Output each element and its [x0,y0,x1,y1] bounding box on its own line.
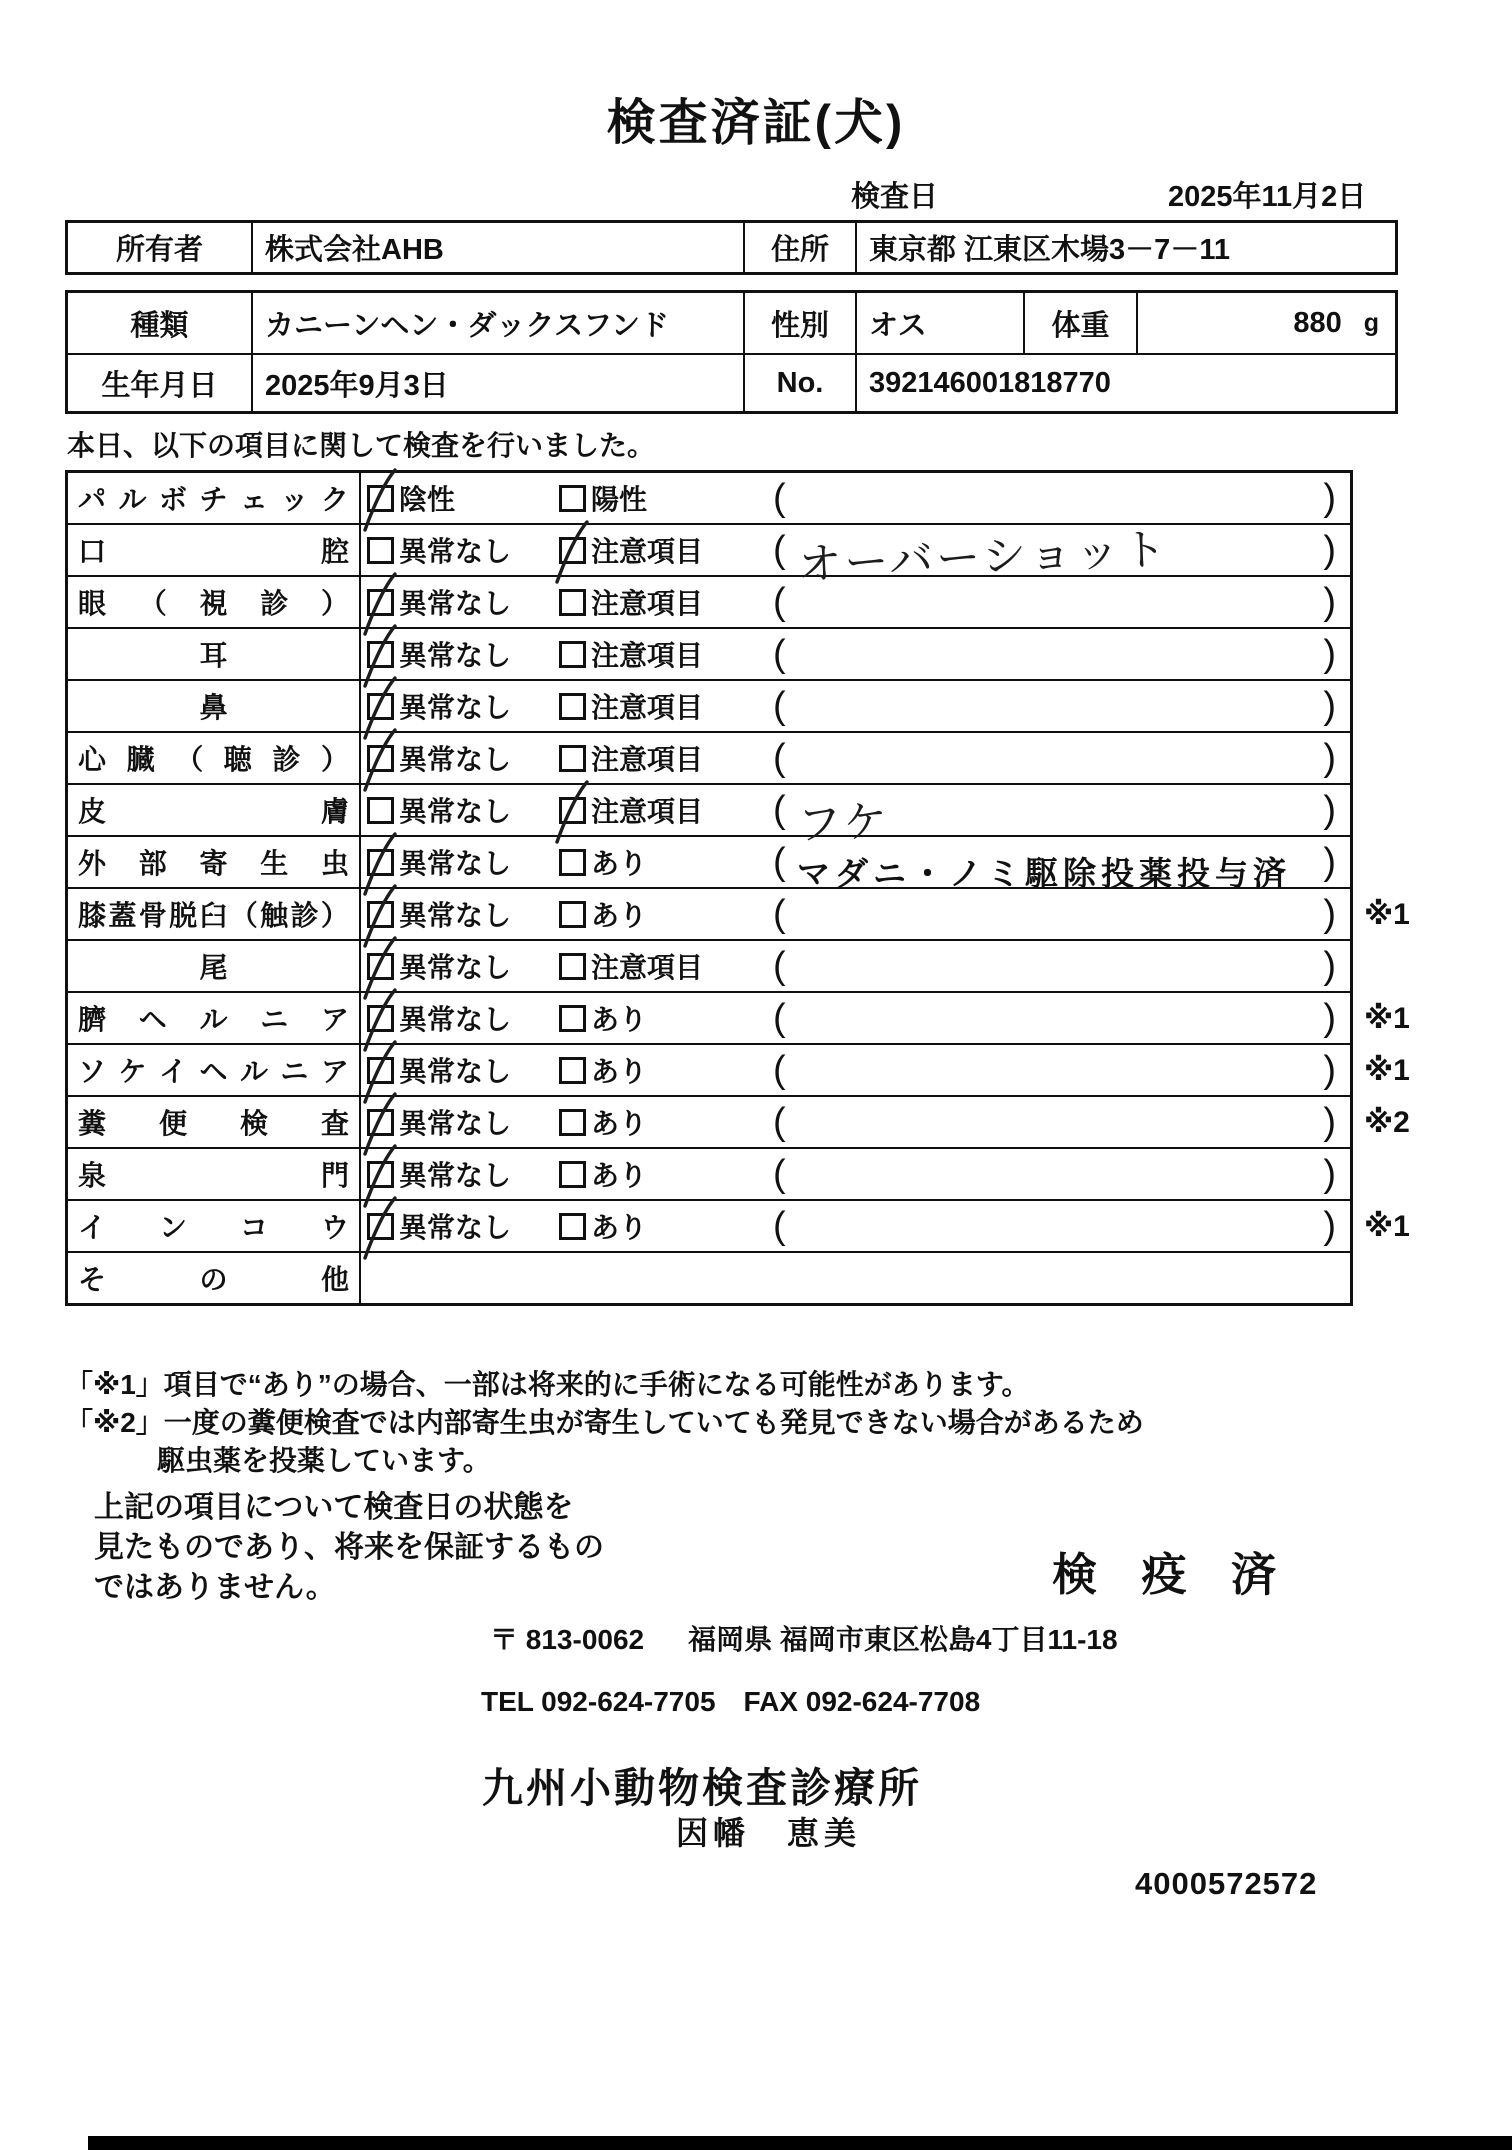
check-option [559,629,703,679]
check-option [367,733,511,783]
footnote-line: 「※1」項目で“あり”の場合、一部は将来的に手術になる可能性があります。 [65,1369,1030,1400]
paren-open: ( [773,684,786,727]
check-row-content [361,524,1350,591]
checkbox[interactable] [367,693,394,720]
check-row-label: 口 腔 [68,525,361,575]
birthdate-label: 生年月日 [101,369,218,402]
check-option-label: 異常なし [399,952,512,983]
birthdate-row [68,353,1395,411]
check-option [559,577,703,627]
check-row-content [361,473,1350,523]
clinic-tel: TEL 092-624-7705 [481,1686,716,1717]
paren-open: ( [773,1152,786,1195]
check-option [559,889,647,939]
check-row [68,993,1410,1045]
check-option-label: 異常なし [399,900,512,931]
checkbox[interactable] [559,1109,586,1136]
check-row-label: 心 臓 （ 聴 診 ） [68,733,361,783]
footnote-mark: ※2 [1364,1105,1410,1139]
paren-open: ( [773,736,786,779]
checkbox[interactable] [367,589,394,616]
owner-value: 株式会社AHB [251,223,743,272]
check-option-label: あり [591,1056,648,1087]
check-option-label: 陽性 [591,484,648,515]
check-option-label: 異常なし [399,796,512,827]
statement-line: 上記の項目について検査日の状態を [94,1491,574,1524]
checkmark-slash-icon [361,831,399,897]
dog-info-table [65,290,1398,414]
check-option-label: 異常なし [399,1108,512,1139]
paren-open: ( [773,476,786,519]
checkmark-slash-icon [361,1195,399,1261]
checkbox[interactable] [559,849,586,876]
check-row-content [361,993,1410,1043]
disclaimer-statement [94,1488,604,1608]
clinic-postal: 〒 813-0062 [490,1624,645,1655]
paren-close: ) [1323,528,1336,571]
paren-open: ( [773,1204,786,1247]
footnote-mark: ※1 [1364,1053,1410,1087]
breed-value: カニーンヘン・ダックスフンド [251,293,743,353]
check-option [367,1201,511,1251]
checkbox[interactable] [367,1005,394,1032]
check-option [559,733,703,783]
check-row [68,1045,1410,1097]
check-option-label: 異常なし [399,848,512,879]
check-option [559,837,647,887]
paren-open: ( [773,632,786,675]
check-row-content [361,889,1410,939]
check-row-label: 膝 蓋 骨 脱 臼 （ 触 診 ） [68,889,361,939]
check-row-content [361,629,1350,679]
weight-label: 体重 [1023,293,1136,353]
check-row-content [361,837,1350,892]
checkbox[interactable] [559,485,586,512]
checkbox[interactable] [559,953,586,980]
breed-label: 種類 [130,309,189,342]
checkbox[interactable] [559,1005,586,1032]
checkbox[interactable] [367,1213,394,1240]
check-option-label: 異常なし [399,536,512,567]
check-row [68,681,1350,733]
check-option-label: 異常なし [399,1160,512,1191]
checkmark-slash-icon [361,987,399,1053]
paren-close: ) [1323,840,1336,883]
check-option [559,785,703,835]
serial-number: 4000572572 [1135,1866,1318,1901]
paren-close: ) [1323,1048,1336,1091]
check-row-label: 外 部 寄 生 虫 [68,837,361,887]
sex-label: 性別 [743,293,855,353]
clinic-fax: FAX 092-624-7708 [743,1686,981,1717]
paren-open: ( [773,1048,786,1091]
intro-text: 本日、以下の項目に関して検査を行いました。 [67,430,656,461]
footnotes [65,1366,1144,1480]
address-label: 住所 [743,223,855,272]
check-row-label: 臍 ヘ ル ニ ア [68,993,361,1043]
clinic-postal-line [490,1618,1118,1658]
checkmark-slash-icon [361,571,399,637]
check-row-content [361,941,1350,991]
owner-table [65,220,1398,275]
check-option [367,837,511,887]
check-option-label: 注意項目 [591,536,704,567]
clinic-tel-line [481,1686,980,1718]
paren-open: ( [773,788,786,831]
check-row [68,1201,1410,1253]
paren-close: ) [1323,892,1336,935]
breed-row [68,293,1395,353]
check-option-label: 注意項目 [591,640,704,671]
check-option-label: 注意項目 [591,744,704,775]
paren-close: ) [1323,996,1336,1039]
paren-close: ) [1323,1100,1336,1143]
checkbox[interactable] [367,485,394,512]
footnote-mark: ※1 [1364,1001,1410,1035]
checkbox[interactable] [559,1161,586,1188]
check-option [367,785,511,835]
checkbox[interactable] [367,745,394,772]
check-row-content [361,785,1350,851]
check-option-label: あり [591,1160,648,1191]
checkmark-slash-icon [553,779,591,845]
check-row [68,837,1350,892]
checkmark-slash-icon [361,1039,399,1105]
check-option [367,577,511,627]
check-table [65,470,1410,1306]
check-option-label: 異常なし [399,1004,512,1035]
paren-open: ( [773,944,786,987]
check-option [367,525,511,575]
check-option-label: あり [591,1108,648,1139]
checkbox[interactable] [367,537,394,564]
page-title: 検査済証(犬) [606,96,906,150]
weight-value-cell [1136,293,1395,353]
check-row-label: 尾 [68,941,361,991]
check-option-label: 異常なし [399,640,512,671]
inspection-date-label: 検査日 [851,181,939,213]
check-option-label: 異常なし [399,744,512,775]
check-row [68,733,1350,785]
clinic-address: 福岡県 福岡市東区松島4丁目11-18 [688,1624,1118,1655]
check-option [367,681,511,731]
checkbox[interactable] [559,901,586,928]
check-row-content [361,1097,1410,1147]
check-option [559,941,703,991]
checkmark-slash-icon [361,1091,399,1157]
check-option [559,993,647,1043]
checkmark-slash-icon [361,623,399,689]
statement-line: ではありません。 [94,1571,336,1604]
check-row [68,889,1410,941]
address-value: 東京都 江東区木場3－7－11 [855,223,1395,272]
check-row-content [361,1253,1350,1303]
check-option [367,993,511,1043]
sex-value: オス [855,293,1023,353]
paren-close: ) [1323,632,1336,675]
check-option [559,1201,647,1251]
check-table-body [68,473,1410,1303]
checkbox[interactable] [367,849,394,876]
handwritten-note: フケ [796,797,892,851]
check-option [559,1097,647,1147]
check-option-label: 異常なし [399,1056,512,1087]
footnote-line: 「※2」一度の糞便検査では内部寄生虫が寄生していても発見できない場合があるため [65,1407,1144,1438]
checkmark-slash-icon [361,467,399,533]
clinic-name: 九州小動物検査診療所 [482,1765,922,1811]
check-row-label: イ ン コ ウ [68,1201,361,1251]
check-row-label: 糞 便 検 査 [68,1097,361,1147]
checkbox[interactable] [559,797,586,824]
weight-unit: g [1363,308,1379,337]
check-option-label: 注意項目 [591,796,704,827]
check-row [68,785,1350,851]
check-row-label: 鼻 [68,681,361,731]
checkbox[interactable] [559,1213,586,1240]
no-label: No. [743,355,855,411]
paren-open: ( [773,1100,786,1143]
check-row [68,1149,1350,1201]
check-row [68,629,1350,681]
check-row-content [361,681,1350,731]
check-option [367,629,511,679]
check-option [367,1097,511,1147]
printed-note: マダニ・ノミ駆除投薬投与済 [797,854,1291,892]
check-row-label: 泉 門 [68,1149,361,1199]
statement-line: 見たものであり、将来を保証するもの [94,1531,604,1564]
check-option [559,473,647,523]
handwritten-note: オーバーショット [796,524,1171,591]
vet-name: 因幡 恵美 [676,1815,862,1851]
checkbox[interactable] [559,693,586,720]
check-option-label: 注意項目 [591,588,704,619]
paren-close: ) [1323,1204,1336,1247]
checkbox[interactable] [367,797,394,824]
check-option-label: 異常なし [399,1212,512,1243]
no-value: 392146001818770 [855,355,1395,411]
check-option-label: あり [591,1004,648,1035]
check-row [68,941,1350,993]
checkbox[interactable] [559,537,586,564]
quarantine-stamp: 検 疫 済 [1052,1549,1293,1600]
check-row-content [361,1201,1410,1251]
weight-value: 880 [1293,306,1342,339]
checkbox[interactable] [367,1057,394,1084]
check-option-label: あり [591,848,648,879]
paren-open: ( [773,580,786,623]
inspection-date-line [0,174,1512,213]
check-option [367,889,511,939]
check-option-label: 注意項目 [591,692,704,723]
check-option [367,1149,511,1199]
checkmark-slash-icon [361,935,399,1001]
check-row-content [361,1045,1410,1095]
checkbox[interactable] [559,589,586,616]
check-option [367,941,511,991]
paren-close: ) [1323,944,1336,987]
check-option [367,473,455,523]
check-option-label: あり [591,1212,648,1243]
checkbox[interactable] [367,1161,394,1188]
check-option [559,681,703,731]
checkbox[interactable] [367,641,394,668]
check-row-label: 耳 [68,629,361,679]
footnote-mark: ※1 [1364,1209,1410,1243]
scan-artifact-bar [88,2136,1512,2150]
check-row-label: 眼 （ 視 診 ） [68,577,361,627]
check-row-content [361,1149,1350,1199]
paren-open: ( [773,840,786,883]
check-row [68,577,1350,629]
check-option-label: あり [591,900,648,931]
checkbox[interactable] [367,953,394,980]
check-option-label: 異常なし [399,588,512,619]
paren-close: ) [1323,476,1336,519]
owner-label: 所有者 [115,234,203,266]
check-row [68,1097,1410,1149]
checkmark-slash-icon [361,1143,399,1209]
owner-row [68,223,1395,272]
paren-close: ) [1323,684,1336,727]
check-row [68,1253,1350,1303]
checkmark-slash-icon [361,675,399,741]
check-option-label: 異常なし [399,692,512,723]
check-option [559,525,703,575]
checkbox[interactable] [559,641,586,668]
check-option-label: 陰性 [399,484,456,515]
paren-close: ) [1323,788,1336,831]
paren-close: ) [1323,1152,1336,1195]
checkbox[interactable] [559,1057,586,1084]
paren-close: ) [1323,736,1336,779]
birthdate-value: 2025年9月3日 [251,355,743,411]
checkbox[interactable] [367,901,394,928]
check-row-content [361,733,1350,783]
footnote-line: 駆虫薬を投薬しています。 [157,1445,491,1476]
inspection-date-value: 2025年11月2日 [1168,181,1367,213]
check-option-label: 注意項目 [591,952,704,983]
check-row-label: ソ ケ イ ヘ ル ニ ア [68,1045,361,1095]
check-option [559,1149,647,1199]
paren-open: ( [773,996,786,1039]
check-row-label: パ ル ボ チ ェ ッ ク [68,473,361,523]
check-row-label: そ の 他 [68,1253,361,1303]
check-option [367,1045,511,1095]
paren-open: ( [773,528,786,571]
checkmark-slash-icon [553,519,591,585]
checkmark-slash-icon [361,727,399,793]
check-row-label: 皮 膚 [68,785,361,835]
paren-open: ( [773,892,786,935]
checkmark-slash-icon [361,883,399,949]
checkbox[interactable] [559,745,586,772]
checkbox[interactable] [367,1109,394,1136]
footnote-mark: ※1 [1364,897,1410,931]
check-option [559,1045,647,1095]
check-row [68,524,1350,591]
paren-close: ) [1323,580,1336,623]
